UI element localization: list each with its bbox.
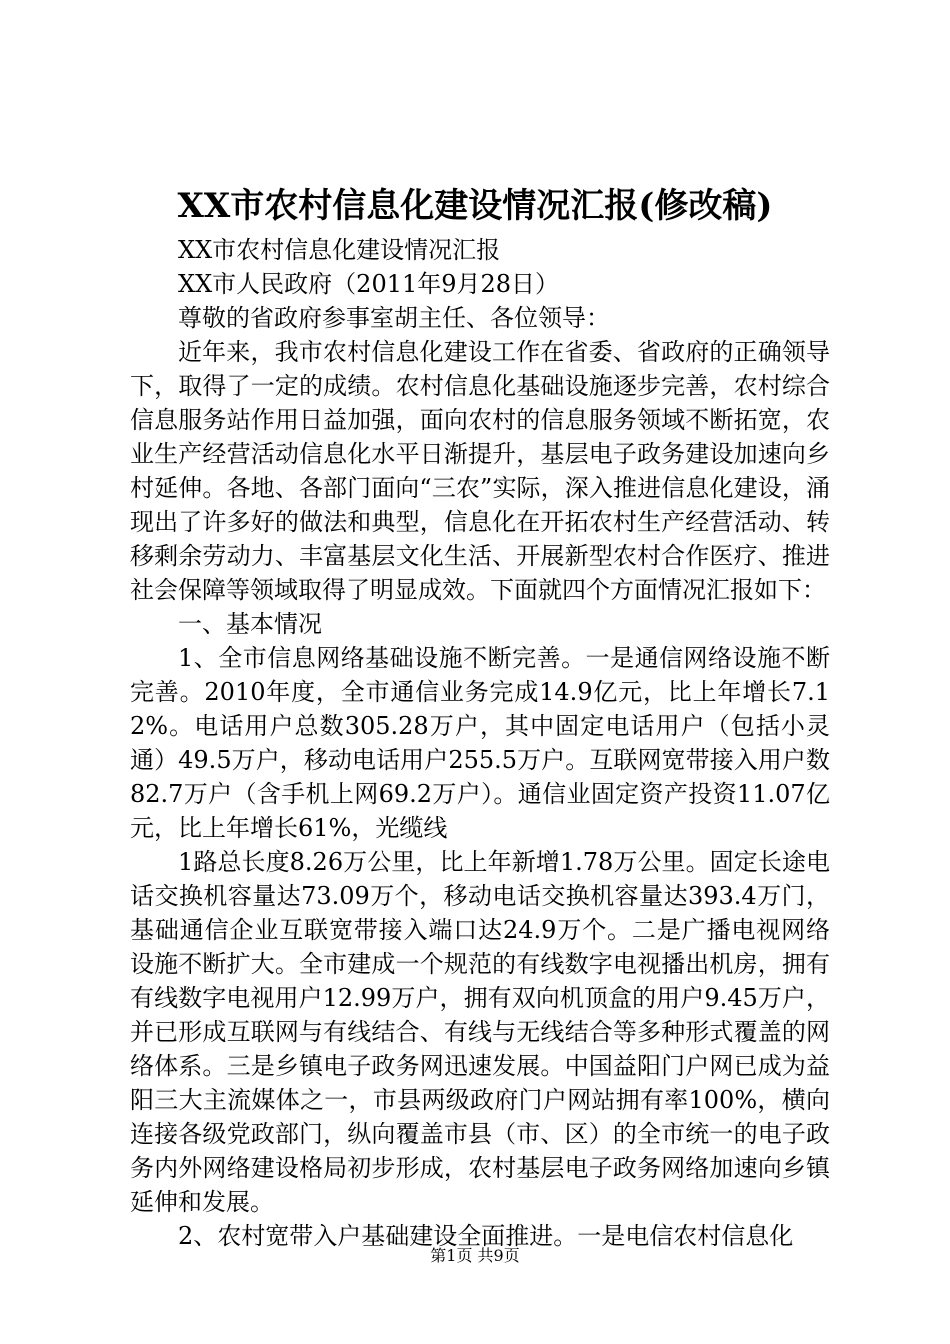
document-title: XX市农村信息化建设情况汇报(修改稿) <box>177 186 773 226</box>
paragraph-network-infrastructure: 1、全市信息网络基础设施不断完善。一是通信网络设施不断完善。2010年度，全市通信业务完成14.9亿元，比上年增长7.12%。电话用户总数305.28万户，其中固定电话用户（包括小灵通）49.5万户，移动电话用户255.5万户。互联网宽带接入用户数82.7万户（含手机上网69.2万户）。通信业固定资产投资11.07亿元，比上年增长61%，光缆线 <box>130 644 830 842</box>
report-heading-line: XX市农村信息化建设情况汇报 <box>178 236 501 264</box>
page-footer: 第1页 共9页 <box>430 1246 520 1265</box>
intro-paragraph: 近年来，我市农村信息化建设工作在省委、省政府的正确领导下，取得了一定的成绩。农村信息化基础设施逐步完善，农村综合信息服务站作用日益加强，面向农村的信息服务领域不断拓宽，农业生产经营活动信息化水平日渐提升，基层电子政务建设加速向乡村延伸。各地、各部门面向“三农”实际，深入推进信息化建设，涌现出了许多好的做法和典型，信息化在开拓农村生产经营活动、转移剩余劳动力、丰富基层文化生活、开展新型农村合作医疗、推进社会保障等领域取得了明显成效。下面就四个方面情况汇报如下： <box>130 338 830 604</box>
paragraph-rural-broadband: 2、农村宽带入户基础建设全面推进。一是电信农村信息化 <box>178 1222 794 1250</box>
salutation-paragraph: 尊敬的省政府参事室胡主任、各位领导： <box>178 304 610 332</box>
document-body <box>130 233 830 1253</box>
report-issuer-date-line: XX市人民政府（2011年9月28日） <box>178 270 560 298</box>
section-heading-basic-situation: 一、基本情况 <box>178 610 322 638</box>
paragraph-network-infrastructure-continued: 1路总长度8.26万公里，比上年新增1.78万公里。固定长途电话交换机容量达73.09万个，移动电话交换机容量达393.4万门，基础通信企业互联宽带接入端口达24.9万个。二是广播电视网络设施不断扩大。全市建成一个规范的有线数字电视播出机房，拥有有线数字电视用户12.99万户，拥有双向机顶盒的用户9.45万户，并已形成互联网与有线结合、有线与无线结合等多种形式覆盖的网络体系。三是乡镇电子政务网迅速发展。中国益阳门户网已成为益阳三大主流媒体之一，市县两级政府门户网站拥有率100%，横向连接各级党政部门，纵向覆盖市县（市、区）的全市统一的电子政务内外网络建设格局初步形成，农村基层电子政务网络加速向乡镇延伸和发展。 <box>130 848 830 1216</box>
